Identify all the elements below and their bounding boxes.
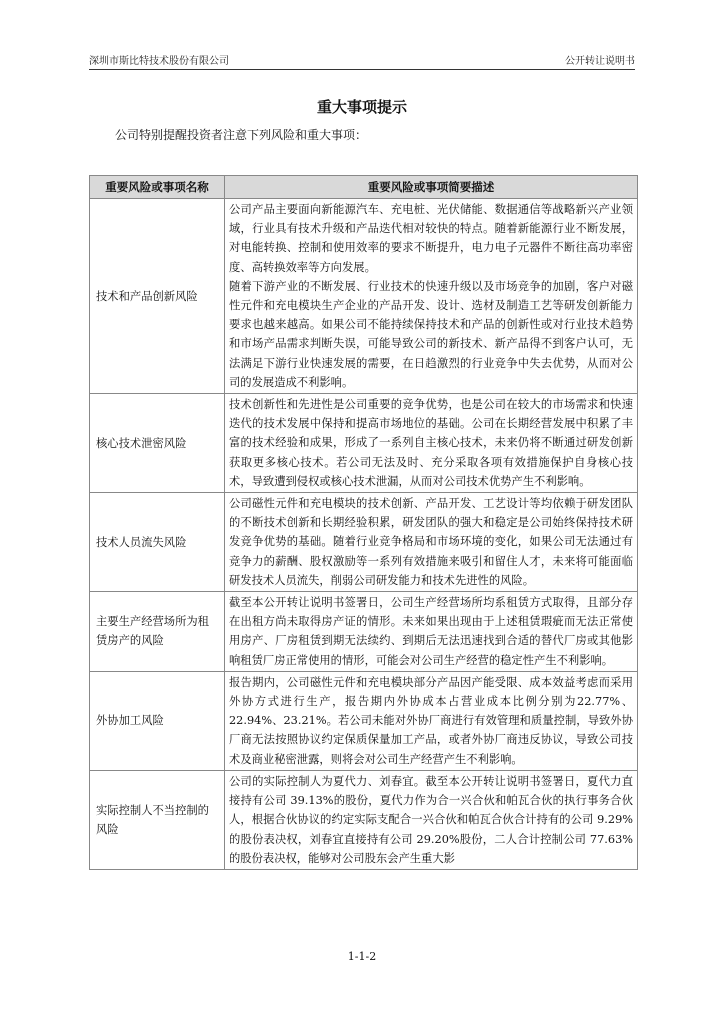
risk-desc-paragraph: 公司磁性元件和充电模块的技术创新、产品开发、工艺设计等均依赖于研发团队的不断技术创新和长期经验积累，研发团队的强大和稳定是公司始终保持技术研发竞争优势的基础。随着行业竞争格局和市场环境的变化，如果公司无法通过有竞争力的薪酬、股权激励等一系列有效措施来吸引和留住人才，未来将可能面临研发技术人员流失，削弱公司研发能力和技术先进性的风险。 xyxy=(229,497,633,587)
header-rule xyxy=(89,69,635,70)
risk-desc-paragraph: 公司的实际控制人为夏代力、刘春宜。截至本公开转让说明书签署日，夏代力直接持有公司 39.13%的股份，夏代力作为合一兴合伙和帕瓦合伙的执行事务合伙人，根据合伙协议的约定实际支配合一兴合伙和帕瓦合伙合计持有的公司 9.29%的股份表决权，刘春宜直接持有公司 29.20%股份，二人合计控制公司 77.63%的股份表决权，能够对公司股东会产生重大影 xyxy=(229,774,633,865)
col-header-name: 重要风险或事项名称 xyxy=(90,176,225,199)
risk-name: 外协加工风险 xyxy=(90,671,225,770)
table-row xyxy=(90,770,638,869)
table-row xyxy=(90,592,638,672)
table-header-row xyxy=(90,176,638,199)
risk-name: 技术和产品创新风险 xyxy=(90,199,225,394)
risk-desc xyxy=(225,493,638,592)
risk-desc-paragraph: 技术创新性和先进性是公司重要的竞争优势，也是公司在较大的市场需求和快速迭代的技术发展中保持和提高市场地位的基础。公司在长期经营发展中积累了丰富的技术经验和成果，形成了一系列自主核心技术，未来仍将不断通过研发创新获取更多核心技术。若公司无法及时、充分采取各项有效措施保护自身核心技术，导致遭到侵权或核心技术泄漏，从而对公司技术优势产生不利影响。 xyxy=(229,398,633,488)
header-company: 深圳市斯比特技术股份有限公司 xyxy=(89,56,229,67)
risk-desc xyxy=(225,592,638,672)
risk-name: 核心技术泄密风险 xyxy=(90,394,225,493)
risk-desc-paragraph: 随着下游产业的不断发展、行业技术的快速升级以及市场竞争的加剧，客户对磁性元件和充电模块生产企业的产品开发、设计、选材及制造工艺等研发创新能力要求也越来越高。如果公司不能持续保持技术和产品的创新性或对行业技术趋势和市场产品需求判断失误，可能导致公司的新技术、新产品得不到客户认可，无法满足下游行业快速发展的需要，在日趋激烈的行业竞争中失去优势，从而对公司的发展造成不利影响。 xyxy=(229,279,633,389)
risk-name: 实际控制人不当控制的风险 xyxy=(90,770,225,869)
risk-desc-paragraph: 截至本公开转让说明书签署日，公司生产经营场所均系租赁方式取得，且部分存在出租方尚未取得房产证的情形。未来如果出现由于上述租赁瑕疵而无法正常使用房产、厂房租赁到期无法续约、到期后无法迅速找到合适的替代厂房或其他影响租赁厂房正常使用的情形，可能会对公司生产经营的稳定性产生不利影响。 xyxy=(229,596,633,667)
page-header xyxy=(89,52,635,70)
intro-text: 公司特别提醒投资者注意下列风险和重大事项： xyxy=(115,128,368,142)
risk-name: 主要生产经营场所为租赁房产的风险 xyxy=(90,592,225,672)
page-title: 重大事项提示 xyxy=(316,98,407,116)
page-number: 1-1-2 xyxy=(347,950,377,963)
risk-name: 技术人员流失风险 xyxy=(90,493,225,592)
risk-desc-paragraph: 报告期内，公司磁性元件和充电模块部分产品因产能受限、成本效益考虑而采用外协方式进行生产，报告期内外协成本占营业成本比例分别为22.77%、22.94%、23.21%。若公司未能对外协厂商进行有效管理和质量控制，导致外协厂商无法按照协议约定保质保量加工产品，或者外协厂商违反协议，导致公司技术及商业秘密泄露，则将会对公司生产经营产生不利影响。 xyxy=(229,675,633,766)
table-row xyxy=(90,199,638,394)
risk-table xyxy=(89,175,638,870)
table-row xyxy=(90,493,638,592)
risk-desc xyxy=(225,671,638,770)
risk-desc xyxy=(225,770,638,869)
risk-desc xyxy=(225,394,638,493)
risk-desc xyxy=(225,199,638,394)
table-row xyxy=(90,394,638,493)
risk-desc-paragraph: 公司产品主要面向新能源汽车、充电桩、光伏储能、数据通信等战略新兴产业领域，行业具有技术升级和产品迭代相对较快的特点。随着新能源行业不断发展，对电能转换、控制和使用效率的要求不断提升，电力电子元器件不断往高功率密度、高转换效率等方向发展。 xyxy=(229,203,633,274)
table-row xyxy=(90,671,638,770)
col-header-desc: 重要风险或事项简要描述 xyxy=(225,176,638,199)
header-doc-type: 公开转让说明书 xyxy=(565,56,635,67)
